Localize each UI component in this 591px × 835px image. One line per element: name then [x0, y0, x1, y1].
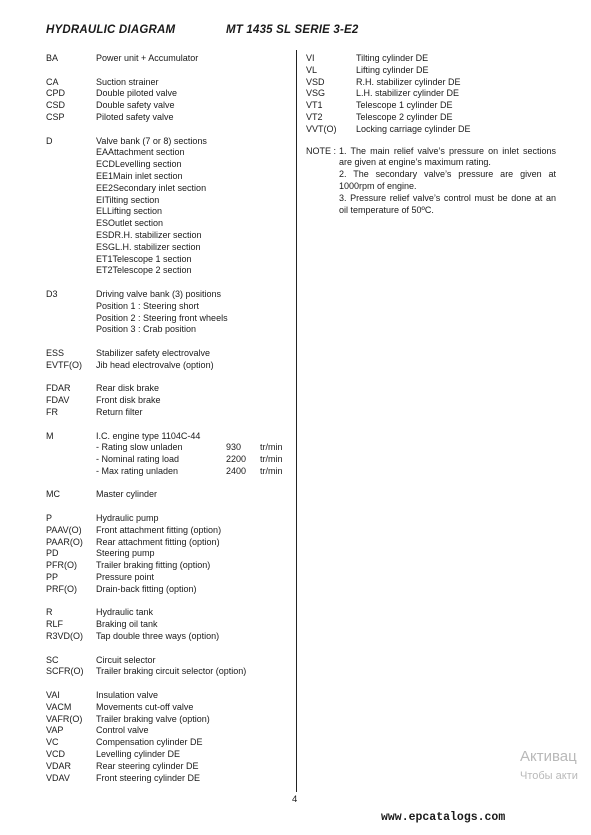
- legend-group: [46, 431, 294, 478]
- legend-code: CA: [46, 76, 59, 87]
- model-title: MT 1435 SL SERIE 3-E2: [226, 24, 359, 36]
- legend-entry: [46, 360, 294, 372]
- legend-code-spacer: [46, 183, 96, 195]
- section-code: EL: [96, 206, 108, 217]
- section-code: ESD: [96, 229, 115, 240]
- legend-code: VI: [306, 53, 315, 63]
- legend-sub-desc: [96, 147, 294, 159]
- legend-subentry: [46, 195, 294, 207]
- legend-desc: Piloted safety valve: [96, 111, 174, 122]
- legend-desc: Control valve: [96, 725, 149, 736]
- rating-row: [46, 442, 294, 454]
- legend-sub-desc: [96, 254, 294, 266]
- legend-desc: Rear steering cylinder DE: [96, 760, 199, 771]
- section-code: ET1: [96, 253, 113, 264]
- rating-values: [96, 466, 294, 478]
- legend-code: FDAR: [46, 383, 71, 394]
- legend-code: VCD: [46, 749, 66, 760]
- legend-sub-desc: [96, 265, 294, 277]
- legend-desc: Driving valve bank (3) positions: [96, 288, 222, 299]
- legend-code: VT2: [306, 111, 323, 122]
- legend-code: MC: [46, 489, 60, 500]
- legend-desc: Rear attachment fitting (option): [96, 536, 220, 547]
- legend-code: VDAR: [46, 760, 72, 771]
- legend-group: [46, 690, 294, 784]
- legend-entry: [46, 702, 294, 714]
- legend-line: [46, 324, 294, 336]
- legend-desc: Telescope 1 cylinder DE: [356, 100, 453, 111]
- group-gap: [46, 643, 294, 655]
- legend-subentry: [46, 147, 294, 159]
- position-text: Position 2 : Steering front wheels: [96, 312, 228, 323]
- legend-entry: [46, 348, 294, 360]
- group-gap: [46, 277, 294, 289]
- legend-entry: [46, 773, 294, 785]
- legend-entry: [46, 112, 294, 124]
- legend-entry: [46, 289, 294, 301]
- legend-entry: [46, 53, 294, 65]
- legend-code: SC: [46, 654, 59, 665]
- rating-value: 2200: [226, 454, 247, 465]
- rating-values: [96, 442, 294, 454]
- legend-sub-desc: [96, 171, 294, 183]
- legend-desc: Steering pump: [96, 548, 155, 559]
- legend-code: D3: [46, 288, 58, 299]
- legend-code: PD: [46, 548, 59, 559]
- legend-code: VAFR(O): [46, 713, 83, 724]
- legend-code: FDAV: [46, 395, 70, 406]
- legend-line: [46, 313, 294, 325]
- section-desc: Main inlet section: [113, 170, 183, 181]
- legend-code-spacer: [46, 195, 96, 207]
- legend-desc: R.H. stabilizer cylinder DE: [356, 76, 461, 87]
- legend-code: VT1: [306, 100, 323, 111]
- legend-desc: Braking oil tank: [96, 619, 158, 630]
- legend-code: VC: [46, 737, 59, 748]
- legend-entry: [306, 77, 556, 89]
- legend-code: CSP: [46, 111, 65, 122]
- legend-group: [46, 489, 294, 501]
- legend-desc: Front attachment fitting (option): [96, 524, 222, 535]
- legend-entry: [46, 761, 294, 773]
- rating-unit: tr/min: [260, 442, 283, 453]
- group-gap: [46, 596, 294, 608]
- legend-entry: [46, 560, 294, 572]
- legend-line: [46, 301, 294, 313]
- section-code: EI: [96, 194, 105, 205]
- section-code: EE2: [96, 182, 114, 193]
- footer-url: www.epcatalogs.com: [381, 811, 506, 824]
- section-code: ES: [96, 218, 109, 229]
- legend-desc: Hydraulic tank: [96, 607, 154, 618]
- legend-entry: [46, 714, 294, 726]
- legend-desc: Drain-back fitting (option): [96, 583, 197, 594]
- rating-label: - Rating slow unladen: [96, 442, 183, 453]
- activation-watermark-line2: Чтобы акти: [520, 770, 578, 782]
- group-gap: [46, 501, 294, 513]
- legend-desc: Lifting cylinder DE: [356, 64, 429, 75]
- group-gap: [46, 65, 294, 77]
- legend-entry: [46, 489, 294, 501]
- legend-code-spacer: [46, 254, 96, 266]
- legend-entry: [306, 100, 556, 112]
- legend-desc: Circuit selector: [96, 654, 156, 665]
- legend-desc: I.C. engine type 1104C-44: [96, 430, 201, 441]
- legend-code: VL: [306, 64, 318, 75]
- legend-code-spacer: [46, 442, 96, 454]
- section-desc: Levelling section: [115, 159, 182, 170]
- legend-entry: [306, 53, 556, 65]
- note-item: 2. The secondary valve’s pressure are given at 1000rpm of engine.: [339, 169, 556, 191]
- legend-code: D: [46, 135, 53, 146]
- legend-entry: [306, 124, 556, 136]
- column-divider: [296, 50, 297, 792]
- legend-subentry: [46, 171, 294, 183]
- legend-entry: [46, 100, 294, 112]
- legend-desc: L.H. stabilizer cylinder DE: [356, 88, 460, 99]
- legend-code: VSD: [306, 76, 325, 87]
- section-desc: Attachment section: [108, 147, 185, 158]
- group-gap: [46, 419, 294, 431]
- legend-code: VACM: [46, 701, 72, 712]
- page-number: 4: [292, 794, 298, 805]
- legend-code: VDAV: [46, 772, 70, 783]
- rating-label: - Max rating unladen: [96, 465, 179, 476]
- rating-value: 2400: [226, 465, 247, 476]
- legend-entry: [306, 112, 556, 124]
- rating-unit: tr/min: [260, 454, 283, 465]
- legend-code: PAAV(O): [46, 524, 82, 535]
- legend-code: CSD: [46, 100, 66, 111]
- legend-entry: [46, 666, 294, 678]
- legend-entry: [46, 383, 294, 395]
- group-gap: [46, 678, 294, 690]
- section-desc: Telescope 1 section: [112, 253, 192, 264]
- section-code: EA: [96, 147, 109, 158]
- position-text: Position 3 : Crab position: [96, 324, 197, 335]
- legend-code: CPD: [46, 88, 66, 99]
- rating-unit: tr/min: [260, 465, 283, 476]
- section-desc: Outlet section: [108, 218, 164, 229]
- legend-subentry: [46, 206, 294, 218]
- legend-code: R3VD(O): [46, 631, 84, 642]
- legend-desc: Tilting cylinder DE: [356, 53, 429, 63]
- legend-code: FR: [46, 406, 58, 417]
- legend-code: VSG: [306, 88, 326, 99]
- legend-entry: [46, 619, 294, 631]
- legend-entry: [46, 537, 294, 549]
- legend-entry: [46, 136, 294, 148]
- legend-code-spacer: [46, 230, 96, 242]
- note-block: [306, 146, 556, 217]
- rating-values: [96, 454, 294, 466]
- activation-watermark-line1: Активац: [520, 748, 577, 765]
- legend-code: ESS: [46, 347, 65, 358]
- legend-desc: Compensation cylinder DE: [96, 737, 203, 748]
- legend-entry: [46, 572, 294, 584]
- group-gap: [46, 336, 294, 348]
- group-gap: [46, 372, 294, 384]
- note-item: 1. The main relief valve’s pressure on inlet sections are given at engine’s maximum rating.: [339, 145, 556, 168]
- group-gap: [46, 478, 294, 490]
- legend-desc: Trailer braking circuit selector (option): [96, 666, 247, 677]
- rating-row: [46, 454, 294, 466]
- legend-sub-desc: [96, 230, 294, 242]
- legend-code-spacer: [46, 159, 96, 171]
- legend-desc: Movements cut-off valve: [96, 701, 194, 712]
- legend-code-spacer: [46, 171, 96, 183]
- legend-entry: [46, 431, 294, 443]
- legend-desc: Front disk brake: [96, 395, 161, 406]
- legend-desc: Stabilizer safety electrovalve: [96, 347, 211, 358]
- rating-value: 930: [226, 442, 242, 453]
- legend-right-column: [306, 53, 556, 216]
- legend-entry: [46, 88, 294, 100]
- legend-code: M: [46, 430, 54, 441]
- legend-left-column: [46, 53, 294, 784]
- legend-subentry: [46, 230, 294, 242]
- legend-code: BA: [46, 53, 59, 63]
- legend-desc: Power unit + Accumulator: [96, 53, 199, 63]
- legend-desc: Insulation valve: [96, 690, 159, 701]
- section-desc: Telescope 2 section: [112, 265, 192, 276]
- legend-desc: Suction strainer: [96, 76, 159, 87]
- legend-entry: [306, 88, 556, 100]
- legend-code: PP: [46, 572, 59, 583]
- legend-desc: Levelling cylinder DE: [96, 749, 181, 760]
- legend-desc: Trailer braking fitting (option): [96, 560, 211, 571]
- diagram-title: HYDRAULIC DIAGRAM: [46, 24, 176, 36]
- section-code: ESG: [96, 241, 116, 252]
- legend-group: [46, 289, 294, 336]
- legend-entry: [46, 631, 294, 643]
- legend-entry: [46, 725, 294, 737]
- legend-subentry: [46, 183, 294, 195]
- legend-group: [46, 348, 294, 372]
- legend-code: RLF: [46, 619, 64, 630]
- legend-code: EVTF(O): [46, 359, 82, 370]
- legend-subentry: [46, 265, 294, 277]
- legend-code: PRF(O): [46, 583, 77, 594]
- legend-entry: [46, 655, 294, 667]
- legend-group: [46, 607, 294, 642]
- legend-desc: Pressure point: [96, 572, 155, 583]
- legend-code: VAI: [46, 690, 60, 701]
- legend-desc: Valve bank (7 or 8) sections: [96, 135, 207, 146]
- legend-entry: [46, 513, 294, 525]
- legend-desc: Double safety valve: [96, 100, 175, 111]
- note-label: NOTE :: [306, 145, 337, 156]
- legend-group: [46, 383, 294, 418]
- legend-code: SCFR(O): [46, 666, 84, 677]
- legend-subentry: [46, 218, 294, 230]
- legend-sub-desc: [96, 183, 294, 195]
- note-items: [339, 146, 556, 217]
- legend-code: VAP: [46, 725, 64, 736]
- legend-entry: [46, 607, 294, 619]
- legend-sub-desc: [96, 195, 294, 207]
- legend-code-spacer: [46, 265, 96, 277]
- legend-code-spacer: [46, 242, 96, 254]
- legend-code-spacer: [46, 466, 96, 478]
- legend-code: VVT(O): [306, 123, 337, 134]
- legend-code: PFR(O): [46, 560, 77, 571]
- legend-sub-desc: [96, 206, 294, 218]
- legend-code-spacer: [46, 147, 96, 159]
- legend-subentry: [46, 242, 294, 254]
- legend-code-spacer: [46, 206, 96, 218]
- legend-entry: [46, 690, 294, 702]
- legend-subentry: [46, 254, 294, 266]
- legend-desc: Double piloted valve: [96, 88, 178, 99]
- legend-group: [46, 655, 294, 679]
- legend-entry: [46, 525, 294, 537]
- legend-sub-desc: [96, 159, 294, 171]
- group-gap: [46, 124, 294, 136]
- legend-code: R: [46, 607, 53, 618]
- legend-desc: Telescope 2 cylinder DE: [356, 111, 453, 122]
- legend-code: P: [46, 513, 53, 524]
- section-desc: R.H. stabilizer section: [114, 229, 202, 240]
- legend-code-spacer: [46, 313, 96, 325]
- legend-code-spacer: [46, 301, 96, 313]
- note-item: 3. Pressure relief valve’s control must be done at an oil temperature of 50ºC.: [339, 192, 556, 215]
- legend-sub-desc: [96, 242, 294, 254]
- legend-desc: Locking carriage cylinder DE: [356, 123, 471, 134]
- legend-entry: [46, 77, 294, 89]
- legend-entry: [46, 395, 294, 407]
- legend-desc: Jib head electrovalve (option): [96, 359, 214, 370]
- legend-desc: Rear disk brake: [96, 383, 160, 394]
- legend-desc: Tap double three ways (option): [96, 631, 220, 642]
- legend-code: PAAR(O): [46, 536, 83, 547]
- legend-entry: [46, 584, 294, 596]
- legend-group: [46, 77, 294, 124]
- legend-code-spacer: [46, 324, 96, 336]
- legend-entry: [46, 737, 294, 749]
- legend-desc: Return filter: [96, 406, 143, 417]
- position-text: Position 1 : Steering short: [96, 300, 200, 311]
- rating-label: - Nominal rating load: [96, 454, 180, 465]
- legend-entry: [46, 407, 294, 419]
- section-code: EE1: [96, 170, 114, 181]
- section-code: ECD: [96, 159, 116, 170]
- legend-desc: Hydraulic pump: [96, 513, 159, 524]
- legend-desc: Front steering cylinder DE: [96, 772, 201, 783]
- section-desc: L.H. stabilizer section: [115, 241, 201, 252]
- legend-entry: [46, 548, 294, 560]
- legend-group: [46, 136, 294, 278]
- section-code: ET2: [96, 265, 113, 276]
- right-legend-list: [306, 53, 556, 136]
- legend-desc: Trailer braking valve (option): [96, 713, 210, 724]
- legend-group: [46, 53, 294, 65]
- legend-code-spacer: [46, 454, 96, 466]
- legend-sub-desc: [96, 218, 294, 230]
- section-desc: Lifting section: [107, 206, 163, 217]
- section-desc: Tilting section: [104, 194, 160, 205]
- section-desc: Secondary inlet section: [113, 182, 207, 193]
- legend-entry: [46, 749, 294, 761]
- legend-code-spacer: [46, 218, 96, 230]
- legend-subentry: [46, 159, 294, 171]
- rating-row: [46, 466, 294, 478]
- legend-group: [46, 513, 294, 596]
- legend-entry: [306, 65, 556, 77]
- legend-desc: Master cylinder: [96, 489, 158, 500]
